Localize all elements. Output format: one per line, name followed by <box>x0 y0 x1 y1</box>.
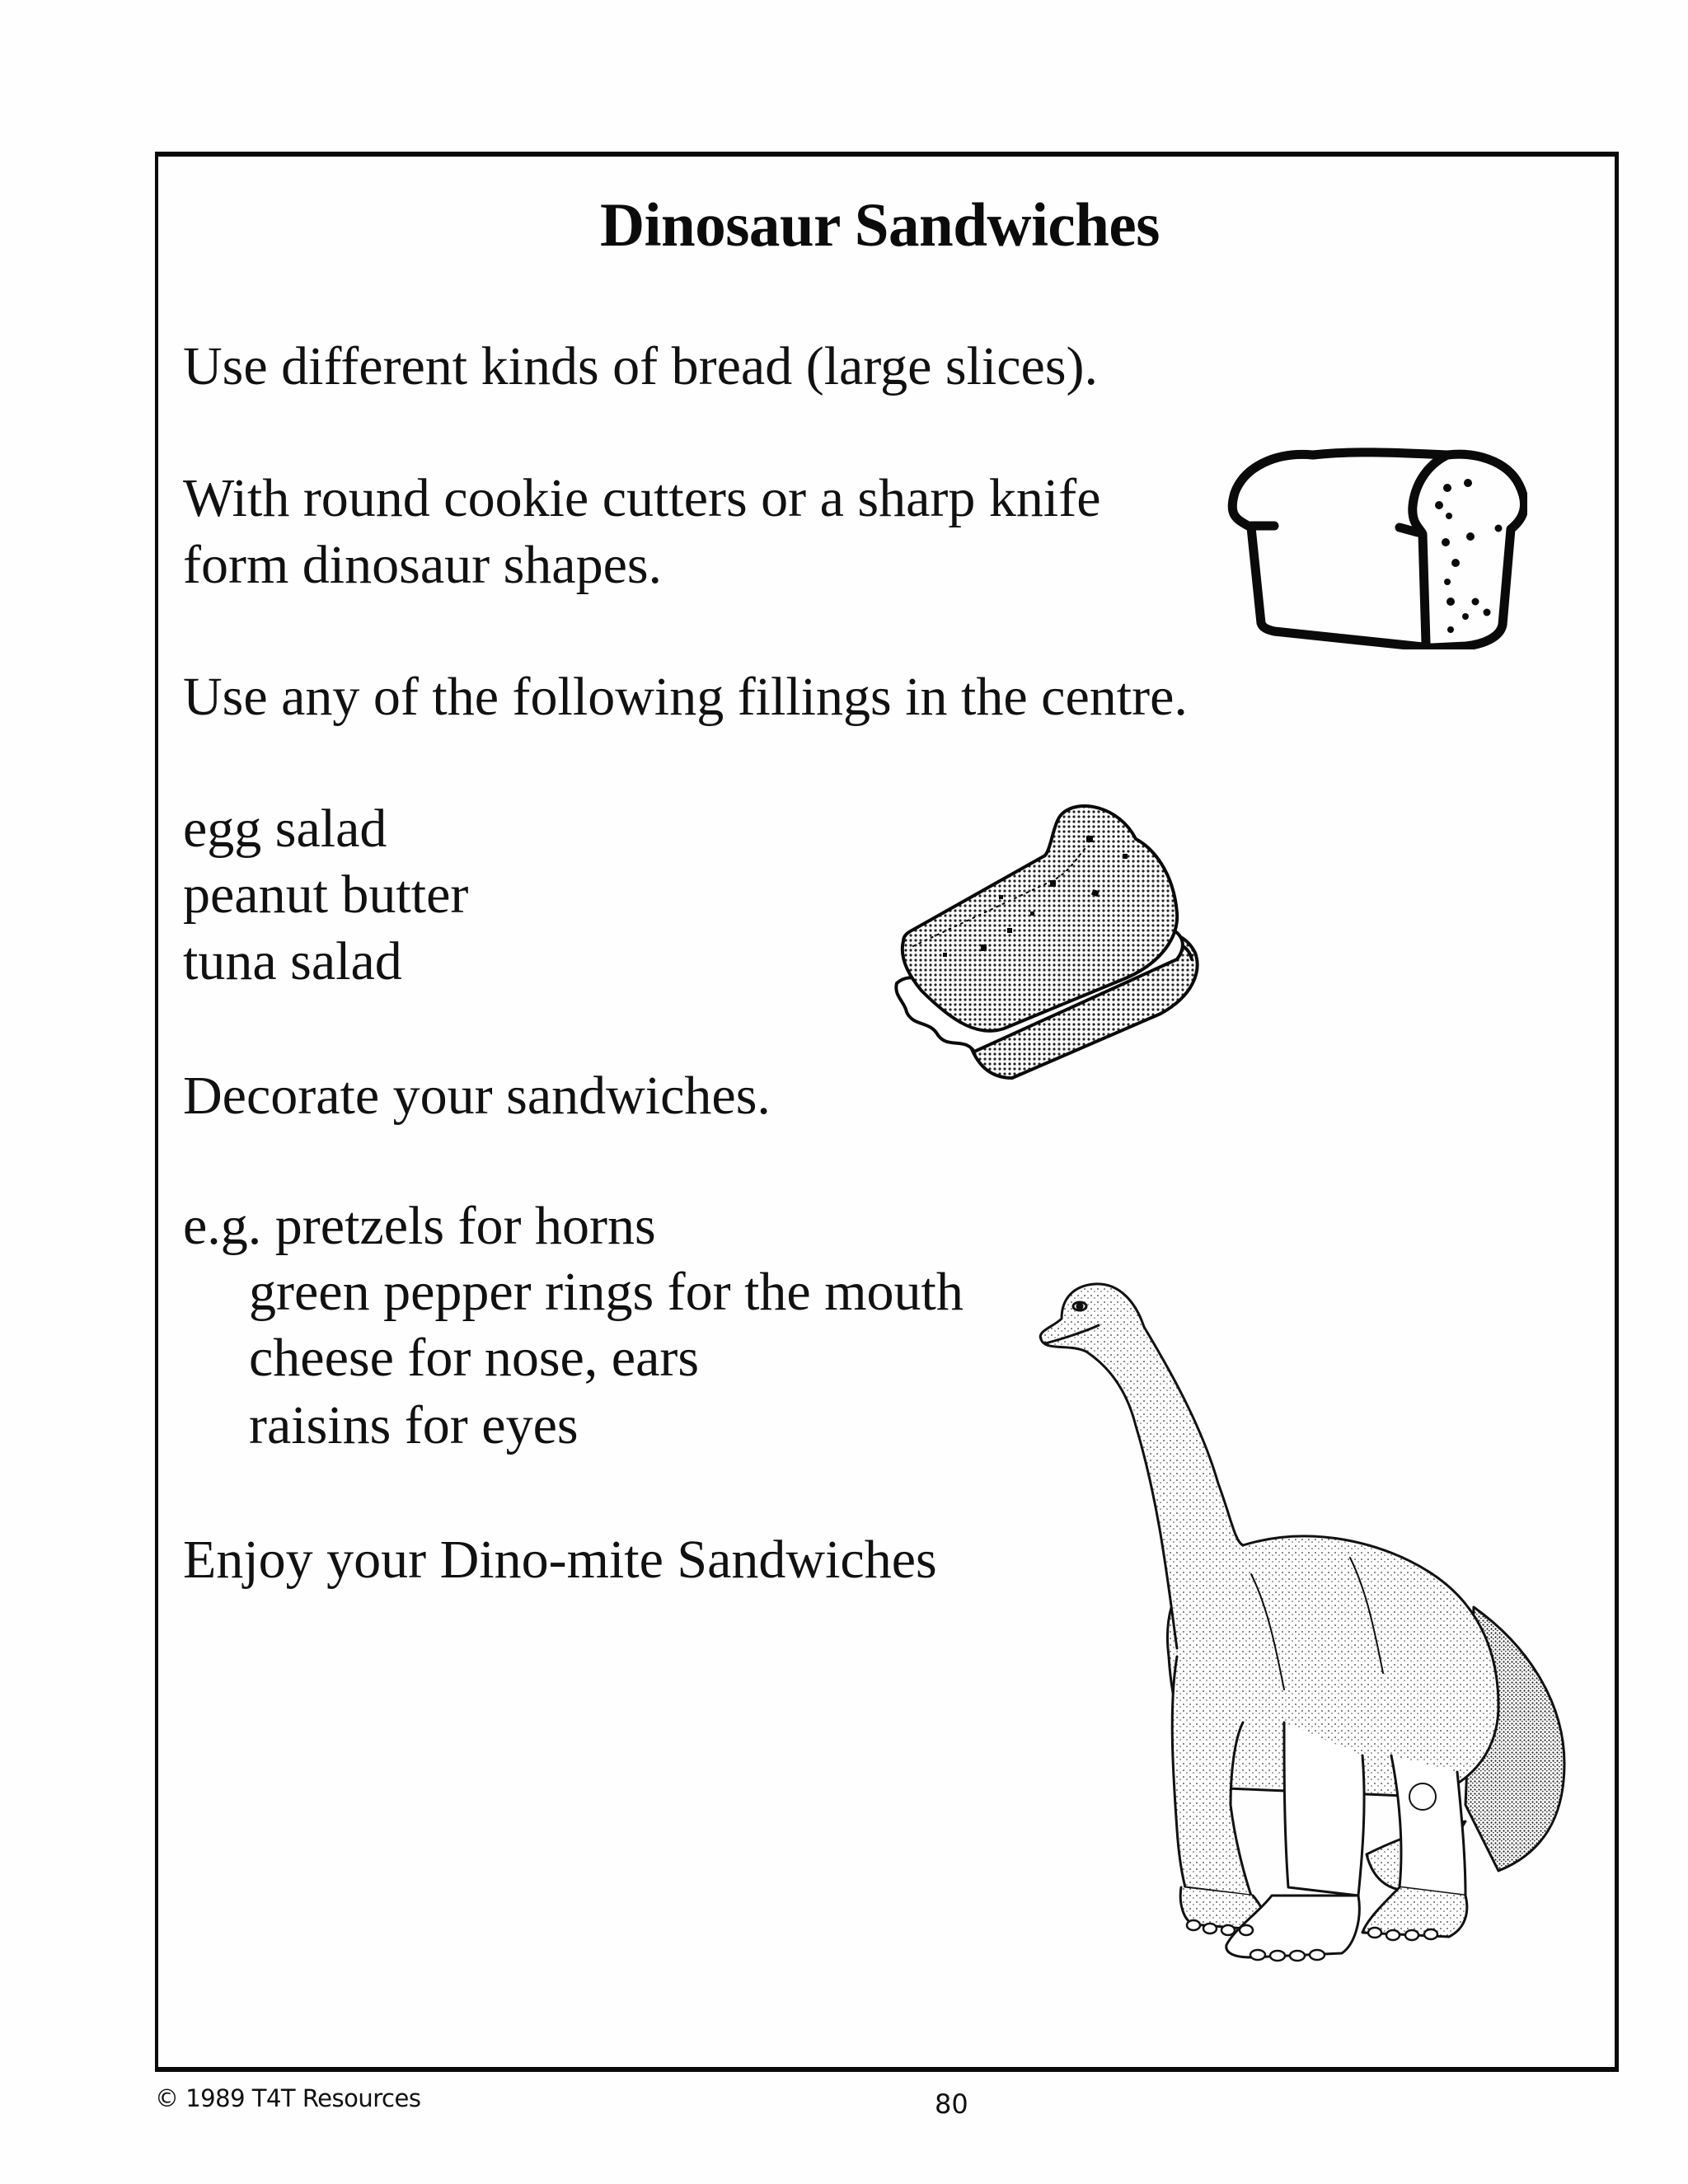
brachiosaurus-illustration <box>1037 1261 1573 1994</box>
instruction-cutters-line-2: form dinosaur shapes. <box>183 535 663 595</box>
decoration-item: green pepper rings for the mouth <box>249 1262 964 1322</box>
instruction-cutters-line-1: With round cookie cutters or a sharp knife <box>183 468 1101 528</box>
filling-item: peanut butter <box>183 865 469 925</box>
sandwich-icon <box>889 790 1228 1099</box>
page-title: Dinosaur Sandwiches <box>600 191 1160 260</box>
bread-loaf-icon <box>1226 427 1527 649</box>
closing-line: Enjoy your Dino-mite Sandwiches <box>183 1530 937 1590</box>
page-number: 80 <box>935 2088 968 2120</box>
filling-item: tuna salad <box>183 931 402 991</box>
decoration-item: raisins for eyes <box>249 1395 579 1455</box>
instruction-fillings: Use any of the following fillings in the centre. <box>183 667 1188 727</box>
decoration-example: e.g. pretzels for horns <box>183 1196 656 1256</box>
copyright-notice: © 1989 T4T Resources <box>155 2084 421 2112</box>
decoration-item: cheese for nose, ears <box>249 1328 700 1388</box>
instruction-decorate: Decorate your sandwiches. <box>183 1066 771 1126</box>
instruction-bread: Use different kinds of bread (large slices). <box>183 336 1099 396</box>
filling-item: egg salad <box>183 799 387 859</box>
